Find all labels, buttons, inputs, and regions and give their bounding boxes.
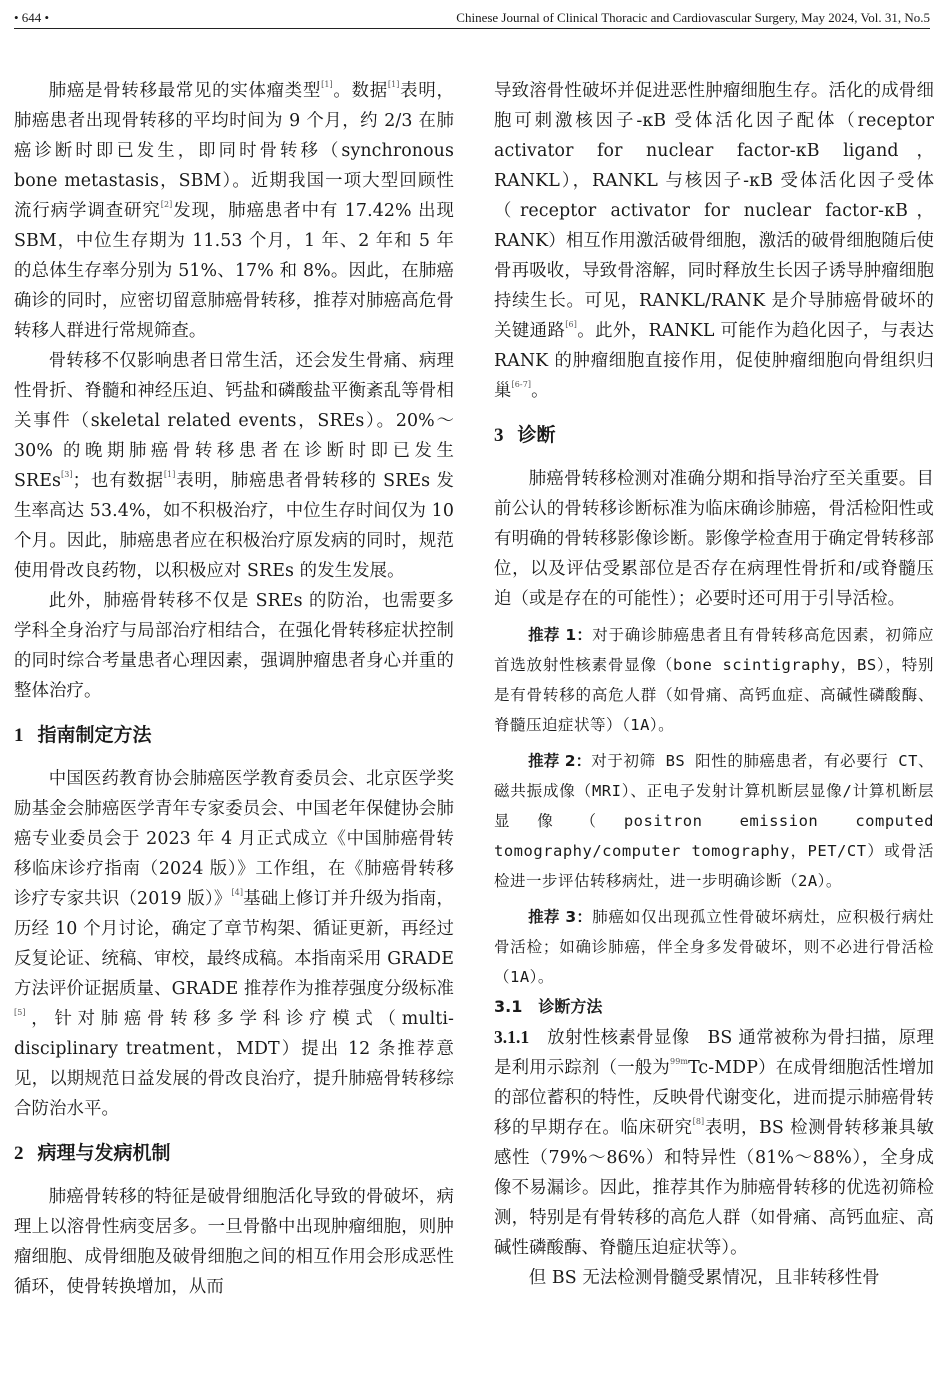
intro-paragraph-1: 肺癌是骨转移最常见的实体瘤类型[1]。数据[1]表明，肺癌患者出现骨转移的平均时间为 9 个月，约 2/3 在肺癌诊断时即已发生，即同时骨转移（synchronous bone metastasis，SBM）。近期我国一项大型回顾性流行病学调查研究[2]发现，肺癌患者中有 17.42% 出现 SBM，中位生存期为 11.53 个月，1 年、2 年和 5 年的总体生存率分别为 51%、17% 和 8%。因此，在肺癌确诊的同时，应密切留意肺癌骨转移，推荐对肺癌高危骨转移人群进行常规筛查。	[14, 80, 454, 341]
running-header	[14, 4, 930, 29]
intro-paragraph-2: 骨转移不仅影响患者日常生活，还会发生骨痛、病理性骨折、脊髓和神经压迫、钙盐和磷酸盐平衡紊乱等骨相关事件（skeletal related events，SREs）。20%～30% 的晚期肺癌骨转移患者在诊断时即已发生 SREs[3]；也有数据[1]表明，肺癌患者骨转移的 SREs 发生率高达 53.4%，如不积极治疗，中位生存时间仅为 10 个月。因此，肺癌患者应在积极治疗原发病的同时，规范使用骨改良药物，以积极应对 SREs 的发生发展。	[14, 351, 454, 581]
citation-ref[interactable]: [6-7]	[511, 380, 532, 389]
isotope-superscript: 99m	[670, 1057, 689, 1066]
subsection-heading-3-1: 3.1 诊断方法	[494, 997, 603, 1016]
diagnosis-paragraph: 肺癌骨转移检测对准确分期和指导治疗至关重要。目前公认的骨转移诊断标准为临床确诊肺癌，骨活检阳性或有明确的骨转移影像诊断。影像学检查用于确定骨转移部位，以及评估受累部位是否存在病理性骨折和/或脊髓压迫（或是存在的可能性）；必要时还可用于引导活检。	[494, 469, 934, 609]
methods-paragraph: 中国医药教育协会肺癌医学教育委员会、北京医学奖励基金会肺癌医学青年专家委员会、中国老年保健协会肺癌专业委员会于 2023 年 4 月正式成立《中国肺癌骨转移临床诊疗指南（2024 版）》工作组，在《肺癌骨转移诊疗专家共识（2019 版）》[4]基础上修订并升级为指南，历经 10 个月讨论，确定了章节构架、循证更新，再经过反复论证、统稿、审校，最终成稿。本指南采用 GRADE 方法评价证据质量、GRADE 推荐作为推荐强度分级标准[5]，针对肺癌骨转移多学科诊疗模式（multi-disciplinary treatment，MDT）提出 12 条推荐意见，以期规范日益发展的骨改良治疗，提升肺癌骨转移综合防治水平。	[14, 769, 454, 1119]
intro-paragraph-3: 此外，肺癌骨转移不仅是 SREs 的防治，也需要多学科全身治疗与局部治疗相结合，在强化骨转移症状控制的同时综合考量患者心理因素，强调肿瘤患者身心并重的整体治疗。	[14, 591, 454, 701]
citation-ref[interactable]: [5]	[14, 1008, 26, 1017]
citation-ref[interactable]: [8]	[692, 1117, 705, 1126]
recommendation-2: 推荐 2：对于初筛 BS 阳性的肺癌患者，有必要行 CT、磁共振成像（MRI）、正电子发射计算机断层显像/计算机断层显像（positron emission computed tomography/computer tomography，PET/CT）或骨活检进一步评估转移病灶，进一步明确诊断（2A）。	[494, 752, 935, 890]
bone-scan-paragraph: 3.1.1 放射性核素骨显像 BS 通常被称为骨扫描，原理是利用示踪剂（一般为$^{99m}$Tc-MDP）在成骨细胞活性增加的部位蓄积的特性，反映骨代谢变化，进而提示肺癌骨转移的早期存在。临床研究[8]表明，BS 检测骨转移兼具敏感性（79%～86%）和特异性（81%～88%），全身成像不易漏诊。因此，推荐其作为肺癌骨转移的优选初筛检测，特别是有骨转移的高危人群（如骨痛、高钙血症、高碱性磷酸酶、脊髓压迫症状等）。	[494, 1027, 934, 1258]
pathology-continued-paragraph: 导致溶骨性破坏并促进恶性肿瘤细胞生存。活化的成骨细胞可刺激核因子-κB 受体活化因子配体（receptor activator for nuclear factor-κB ligand，RANKL），RANKL 与核因子-κB 受体活化因子受体（receptor activator for nuclear factor-κB，RANK）相互作用激活破骨细胞，激活的破骨细胞随后使骨再吸收，导致骨溶解，同时释放生长因子诱导肿瘤细胞持续生长。可见，RANKL/RANK 是介导肺癌骨破坏的关键通路[6]。此外，RANKL 可能作为趋化因子，与表达 RANK 的肿瘤细胞直接作用，促使肿瘤细胞向骨组织归巢[6-7]。	[494, 81, 934, 401]
citation-ref[interactable]: [3]	[61, 470, 73, 479]
journal-citation: Chinese Journal of Clinical Thoracic and Cardiovascular Surgery, May 2024, Vol. 31, No.5	[456, 10, 930, 25]
pathology-paragraph: 肺癌骨转移的特征是破骨细胞活化导致的骨破坏，病理上以溶骨性病变居多。一旦骨骼中出现肿瘤细胞，则肿瘤细胞、成骨细胞及破骨细胞之间的相互作用会形成恶性循环，使骨转换增加，从而	[14, 1187, 454, 1297]
citation-ref[interactable]: [1]	[387, 80, 400, 89]
section-heading-2: 2 病理与发病机制	[14, 1142, 171, 1164]
citation-ref[interactable]: [6]	[565, 320, 577, 329]
citation-ref[interactable]: [1]	[163, 470, 176, 479]
recommendation-3: 推荐 3：肺癌如仅出现孤立性骨破坏病灶，应积极行病灶骨活检；如确诊肺癌，伴全身多发骨破坏，则不必进行骨活检（1A）。	[494, 908, 934, 986]
section-heading-1: 1 指南制定方法	[14, 724, 152, 746]
bone-scan-limitation-paragraph: 但 BS 无法检测骨髓受累情况，且非转移性骨	[528, 1268, 880, 1288]
page-number: • 644 •	[14, 10, 50, 25]
subsubsection-title: 放射性核素骨显像	[547, 1028, 690, 1048]
right-column	[494, 76, 934, 1293]
citation-ref[interactable]: [4]	[231, 888, 244, 897]
subsubsection-number: 3.1.1	[494, 1027, 530, 1047]
left-column	[14, 76, 454, 1302]
citation-ref[interactable]: [2]	[160, 200, 173, 209]
section-heading-3: 3 诊断	[494, 424, 556, 446]
recommendation-1: 推荐 1：对于确诊肺癌患者且有骨转移高危因素，初筛应首选放射性核素骨显像（bone scintigraphy，BS），特别是有骨转移的高危人群（如骨痛、高钙血症、高碱性磷酸酶、脊髓压迫症状等）（1A）。	[494, 626, 934, 734]
citation-ref[interactable]: [1]	[321, 80, 333, 89]
